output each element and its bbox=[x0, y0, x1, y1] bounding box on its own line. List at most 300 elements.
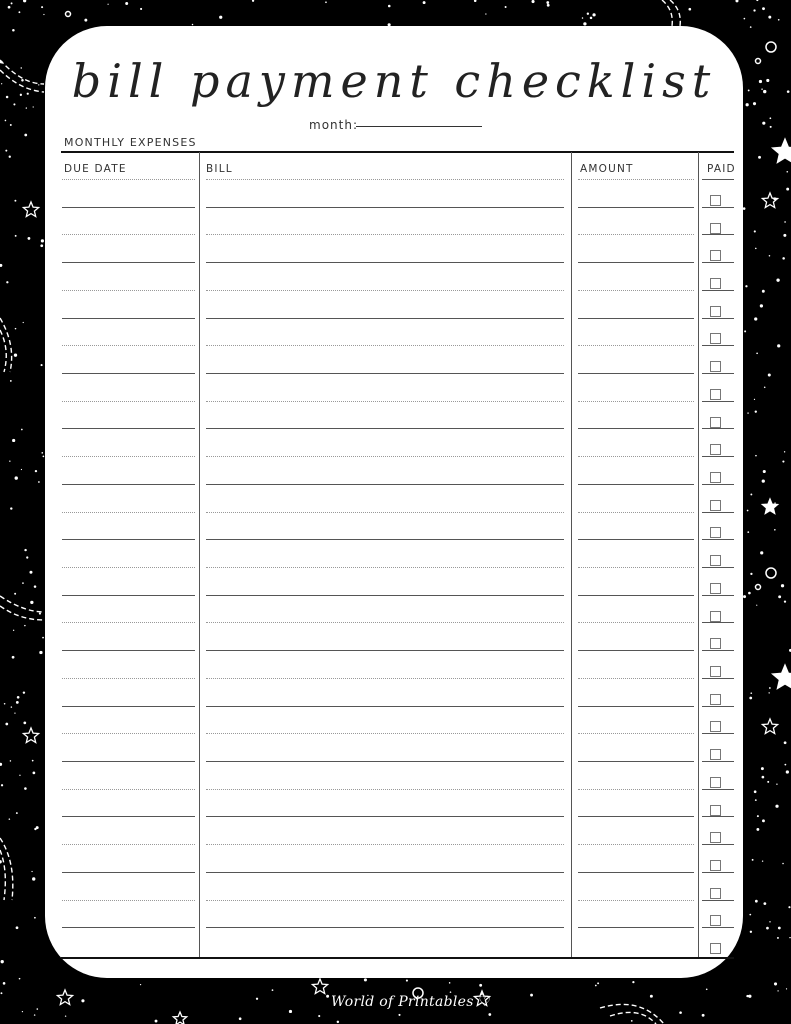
row-line bbox=[206, 595, 564, 596]
row-line bbox=[62, 622, 195, 623]
star-dot bbox=[29, 571, 32, 574]
row-line bbox=[578, 484, 694, 485]
comet-trail bbox=[0, 596, 44, 612]
star-dot bbox=[768, 692, 769, 693]
row-line bbox=[62, 789, 195, 790]
star-dot bbox=[755, 900, 758, 903]
row-line bbox=[62, 595, 195, 596]
comet-trail bbox=[0, 838, 13, 900]
row-line bbox=[62, 706, 195, 707]
star-dot bbox=[750, 573, 752, 575]
row-line bbox=[62, 179, 195, 180]
column-divider bbox=[571, 152, 572, 958]
star-dot bbox=[748, 89, 750, 91]
ring-icon bbox=[766, 568, 776, 578]
star-dot bbox=[36, 1008, 38, 1010]
row-line bbox=[62, 428, 195, 429]
star-dot bbox=[17, 696, 20, 699]
star-dot bbox=[530, 994, 533, 997]
star-dot bbox=[43, 14, 44, 15]
star-dot bbox=[30, 601, 33, 604]
star-dot bbox=[14, 593, 16, 595]
star-dot bbox=[326, 995, 329, 998]
row-line bbox=[206, 456, 564, 457]
star-dot bbox=[41, 239, 44, 242]
paid-checkbox[interactable] bbox=[710, 472, 721, 483]
star-dot bbox=[140, 984, 141, 985]
row-line bbox=[206, 512, 564, 513]
paid-checkbox[interactable] bbox=[710, 694, 721, 705]
star-dot bbox=[762, 819, 765, 822]
star-dot bbox=[15, 328, 17, 330]
star-dot bbox=[0, 264, 2, 267]
star-dot bbox=[107, 4, 108, 5]
star-icon bbox=[23, 202, 38, 217]
star-dot bbox=[28, 237, 31, 240]
paid-checkbox[interactable] bbox=[710, 638, 721, 649]
row-line bbox=[578, 789, 694, 790]
paid-checkbox[interactable] bbox=[710, 361, 721, 372]
star-dot bbox=[38, 481, 40, 483]
star-dot bbox=[762, 776, 765, 779]
checklist-card bbox=[45, 26, 743, 978]
row-line bbox=[206, 567, 564, 568]
star-dot bbox=[747, 412, 748, 413]
star-dot bbox=[9, 156, 11, 158]
star-dot bbox=[743, 207, 746, 210]
row-line bbox=[578, 179, 694, 180]
column-header-amount: AMOUNT bbox=[580, 163, 634, 175]
star-dot bbox=[337, 1021, 339, 1023]
row-line bbox=[578, 761, 694, 762]
comet-trail bbox=[662, 0, 672, 26]
row-line bbox=[578, 539, 694, 540]
star-dot bbox=[706, 989, 708, 991]
paid-checkbox[interactable] bbox=[710, 611, 721, 622]
ring-icon bbox=[756, 59, 761, 64]
star-dot bbox=[15, 235, 17, 237]
row-line bbox=[578, 456, 694, 457]
star-dot bbox=[744, 18, 746, 20]
star-dot bbox=[783, 234, 786, 237]
footer-brand: World of Printables ♡ bbox=[331, 994, 492, 1010]
star-dot bbox=[582, 17, 584, 19]
star-dot bbox=[754, 317, 757, 320]
star-dot bbox=[784, 600, 786, 602]
star-dot bbox=[125, 2, 128, 5]
star-dot bbox=[756, 0, 758, 1]
star-dot bbox=[24, 134, 27, 137]
row-line bbox=[206, 761, 564, 762]
row-line bbox=[702, 234, 734, 235]
star-dot bbox=[778, 19, 780, 21]
star-dot bbox=[762, 290, 765, 293]
star-dot bbox=[34, 1014, 35, 1015]
star-dot bbox=[24, 549, 26, 551]
star-dot bbox=[9, 818, 11, 820]
star-dot bbox=[745, 285, 747, 287]
star-dot bbox=[782, 863, 784, 865]
star-dot bbox=[398, 1014, 400, 1016]
month-input-line[interactable] bbox=[356, 126, 482, 127]
row-line bbox=[206, 872, 564, 873]
row-line bbox=[206, 539, 564, 540]
star-dot bbox=[754, 790, 757, 793]
star-dot bbox=[762, 479, 765, 482]
row-line bbox=[578, 816, 694, 817]
star-dot bbox=[23, 691, 25, 693]
paid-checkbox[interactable] bbox=[710, 805, 721, 816]
paid-checkbox[interactable] bbox=[710, 389, 721, 400]
row-line bbox=[578, 512, 694, 513]
row-line bbox=[206, 733, 564, 734]
star-dot bbox=[14, 712, 15, 713]
paid-checkbox[interactable] bbox=[710, 583, 721, 594]
row-line bbox=[578, 373, 694, 374]
row-line bbox=[578, 650, 694, 651]
star-dot bbox=[450, 991, 452, 993]
star-dot bbox=[766, 79, 769, 82]
row-line bbox=[702, 622, 734, 623]
star-dot bbox=[786, 988, 787, 989]
paid-checkbox[interactable] bbox=[710, 223, 721, 234]
row-line bbox=[702, 595, 734, 596]
paid-checkbox[interactable] bbox=[710, 444, 721, 455]
star-dot bbox=[10, 124, 12, 126]
star-dot bbox=[764, 387, 766, 389]
star-dot bbox=[423, 1, 426, 4]
row-line bbox=[206, 428, 564, 429]
paid-checkbox[interactable] bbox=[710, 417, 721, 428]
row-line bbox=[62, 234, 195, 235]
row-line bbox=[206, 401, 564, 402]
star-dot bbox=[9, 460, 10, 461]
star-dot bbox=[388, 5, 391, 8]
star-dot bbox=[485, 13, 486, 14]
row-line bbox=[62, 290, 195, 291]
star-dot bbox=[767, 781, 769, 783]
row-line bbox=[578, 622, 694, 623]
star-dot bbox=[155, 1020, 158, 1023]
row-line bbox=[578, 733, 694, 734]
row-line bbox=[206, 844, 564, 845]
row-line bbox=[702, 290, 734, 291]
star-dot bbox=[11, 706, 12, 707]
star-dot bbox=[759, 80, 762, 83]
star-dot bbox=[750, 494, 752, 496]
star-dot bbox=[788, 906, 790, 908]
row-line bbox=[578, 290, 694, 291]
row-line bbox=[62, 567, 195, 568]
star-dot bbox=[6, 96, 9, 99]
star-dot bbox=[12, 656, 15, 659]
star-dot bbox=[754, 230, 756, 232]
row-line bbox=[62, 650, 195, 651]
row-line bbox=[62, 512, 195, 513]
star-dot bbox=[597, 982, 599, 984]
star-dot bbox=[41, 452, 43, 454]
row-line bbox=[702, 872, 734, 873]
star-icon bbox=[312, 979, 327, 994]
star-dot bbox=[474, 0, 477, 2]
row-line bbox=[702, 844, 734, 845]
star-dot bbox=[289, 1010, 292, 1013]
star-dot bbox=[768, 374, 771, 377]
star-dot bbox=[781, 584, 784, 587]
star-dot bbox=[40, 244, 43, 247]
star-dot bbox=[754, 399, 755, 400]
star-dot bbox=[778, 595, 781, 598]
row-line bbox=[206, 484, 564, 485]
comet-trail bbox=[0, 330, 6, 372]
star-dot bbox=[0, 763, 2, 766]
row-line bbox=[578, 872, 694, 873]
column-divider bbox=[698, 152, 699, 958]
star-dot bbox=[749, 697, 752, 700]
row-line bbox=[578, 706, 694, 707]
star-dot bbox=[12, 439, 15, 442]
ring-icon bbox=[766, 42, 776, 52]
star-dot bbox=[763, 902, 766, 905]
paid-checkbox[interactable] bbox=[710, 666, 721, 677]
row-line bbox=[62, 733, 195, 734]
star-dot bbox=[756, 605, 757, 606]
star-dot bbox=[688, 8, 691, 11]
row-line bbox=[702, 789, 734, 790]
row-line bbox=[702, 539, 734, 540]
star-dot bbox=[325, 1, 327, 3]
row-line bbox=[206, 789, 564, 790]
paid-checkbox[interactable] bbox=[710, 888, 721, 899]
star-icon bbox=[57, 990, 72, 1005]
row-line bbox=[578, 207, 694, 208]
star-dot bbox=[5, 723, 8, 726]
star-dot bbox=[6, 281, 8, 283]
row-line bbox=[578, 428, 694, 429]
star-dot bbox=[786, 171, 788, 173]
star-dot bbox=[761, 767, 764, 770]
star-dot bbox=[587, 13, 589, 15]
ring-icon bbox=[66, 12, 71, 17]
star-dot bbox=[13, 103, 15, 105]
star-dot bbox=[595, 985, 597, 987]
row-line bbox=[206, 650, 564, 651]
star-dot bbox=[776, 784, 777, 785]
star-dot bbox=[749, 914, 751, 916]
paid-checkbox[interactable] bbox=[710, 527, 721, 538]
row-line bbox=[62, 539, 195, 540]
star-dot bbox=[769, 687, 771, 689]
star-dot bbox=[778, 927, 781, 930]
star-dot bbox=[31, 871, 32, 872]
star-dot bbox=[769, 117, 771, 119]
row-line bbox=[62, 207, 195, 208]
star-dot bbox=[756, 828, 759, 831]
star-dot bbox=[16, 812, 18, 814]
paid-checkbox[interactable] bbox=[710, 306, 721, 317]
row-line bbox=[702, 900, 734, 901]
star-dot bbox=[784, 764, 786, 766]
paid-checkbox[interactable] bbox=[710, 721, 721, 732]
row-line bbox=[62, 872, 195, 873]
row-line bbox=[62, 484, 195, 485]
row-line bbox=[62, 401, 195, 402]
row-line bbox=[62, 761, 195, 762]
star-dot bbox=[774, 502, 775, 503]
star-dot bbox=[547, 4, 550, 7]
star-dot bbox=[755, 411, 757, 413]
star-icon bbox=[762, 719, 777, 734]
star-dot bbox=[192, 24, 194, 26]
star-dot bbox=[768, 16, 771, 19]
row-line bbox=[62, 927, 195, 928]
table-top-rule bbox=[61, 151, 734, 153]
star-dot bbox=[65, 1015, 66, 1016]
star-dot bbox=[755, 455, 757, 457]
paid-checkbox[interactable] bbox=[710, 555, 721, 566]
star-dot bbox=[5, 120, 7, 122]
star-dot bbox=[784, 741, 787, 744]
star-dot bbox=[43, 455, 45, 457]
star-dot bbox=[10, 760, 12, 762]
star-dot bbox=[13, 630, 14, 631]
star-dot bbox=[406, 980, 408, 982]
row-line bbox=[702, 262, 734, 263]
row-line bbox=[578, 262, 694, 263]
row-line bbox=[206, 179, 564, 180]
row-line bbox=[62, 456, 195, 457]
star-dot bbox=[24, 787, 27, 790]
row-line bbox=[702, 318, 734, 319]
paid-checkbox[interactable] bbox=[710, 860, 721, 871]
row-line bbox=[702, 456, 734, 457]
star-dot bbox=[758, 156, 761, 159]
star-dot bbox=[449, 982, 451, 984]
paid-checkbox[interactable] bbox=[710, 777, 721, 788]
ring-icon bbox=[756, 585, 761, 590]
paid-checkbox[interactable] bbox=[710, 943, 721, 954]
star-dot bbox=[777, 990, 778, 991]
star-dot bbox=[140, 8, 142, 10]
row-line bbox=[702, 512, 734, 513]
star-dot bbox=[364, 978, 367, 981]
row-line bbox=[206, 318, 564, 319]
star-dot bbox=[757, 815, 759, 817]
star-dot bbox=[743, 595, 746, 598]
section-label: MONTHLY EXPENSES bbox=[64, 136, 197, 149]
row-line bbox=[206, 678, 564, 679]
row-line bbox=[62, 345, 195, 346]
star-dot bbox=[256, 998, 258, 1000]
star-dot bbox=[10, 380, 12, 382]
star-dot bbox=[762, 860, 763, 861]
row-line bbox=[578, 345, 694, 346]
star-dot bbox=[12, 29, 15, 32]
row-line bbox=[578, 900, 694, 901]
paid-checkbox[interactable] bbox=[710, 195, 721, 206]
paid-checkbox[interactable] bbox=[710, 278, 721, 289]
star-dot bbox=[8, 6, 11, 9]
row-line bbox=[702, 345, 734, 346]
star-dot bbox=[546, 1, 549, 4]
star-dot bbox=[18, 11, 20, 13]
star-dot bbox=[750, 931, 752, 933]
star-dot bbox=[770, 126, 772, 128]
star-dot bbox=[19, 978, 21, 980]
page-title: bill payment checklist bbox=[71, 54, 717, 108]
star-dot bbox=[23, 0, 26, 2]
star-dot bbox=[39, 613, 41, 615]
row-line bbox=[702, 761, 734, 762]
paid-checkbox[interactable] bbox=[710, 250, 721, 261]
paid-checkbox[interactable] bbox=[710, 749, 721, 760]
star-dot bbox=[769, 255, 771, 257]
row-line bbox=[206, 262, 564, 263]
star-dot bbox=[782, 460, 784, 462]
star-dot bbox=[744, 330, 746, 332]
row-line bbox=[578, 595, 694, 596]
star-dot bbox=[34, 585, 37, 588]
table-bottom-rule bbox=[61, 957, 734, 959]
star-dot bbox=[786, 188, 789, 191]
star-dot bbox=[760, 551, 763, 554]
star-dot bbox=[776, 278, 779, 281]
comet-trail bbox=[610, 1012, 656, 1024]
paid-checkbox[interactable] bbox=[710, 333, 721, 344]
row-line bbox=[206, 234, 564, 235]
star-dot bbox=[782, 257, 785, 260]
star-dot bbox=[760, 304, 763, 307]
star-dot bbox=[38, 84, 39, 85]
row-line bbox=[702, 401, 734, 402]
star-dot bbox=[777, 344, 780, 347]
row-line bbox=[62, 900, 195, 901]
star-dot bbox=[777, 937, 779, 939]
star-dot bbox=[272, 989, 274, 991]
star-dot bbox=[32, 877, 35, 880]
paid-checkbox[interactable] bbox=[710, 500, 721, 511]
star-dot bbox=[21, 67, 22, 68]
star-dot bbox=[19, 775, 20, 776]
star-dot bbox=[23, 721, 26, 724]
star-dot bbox=[762, 122, 765, 125]
star-dot bbox=[756, 352, 758, 354]
star-dot bbox=[786, 770, 789, 773]
paid-checkbox[interactable] bbox=[710, 832, 721, 843]
star-dot bbox=[784, 221, 786, 223]
paid-checkbox[interactable] bbox=[710, 915, 721, 926]
star-dot bbox=[252, 0, 254, 2]
star-dot bbox=[10, 507, 12, 509]
star-dot bbox=[11, 2, 13, 4]
star-dot bbox=[26, 107, 27, 108]
row-line bbox=[62, 318, 195, 319]
row-line bbox=[702, 484, 734, 485]
row-line bbox=[206, 373, 564, 374]
star-dot bbox=[3, 982, 6, 985]
row-line bbox=[206, 706, 564, 707]
row-line bbox=[62, 262, 195, 263]
star-dot bbox=[0, 860, 2, 863]
star-dot bbox=[16, 701, 19, 704]
star-dot bbox=[21, 469, 22, 470]
month-label: month: bbox=[309, 118, 358, 132]
star-dot bbox=[4, 703, 6, 705]
row-line bbox=[578, 318, 694, 319]
star-dot bbox=[14, 200, 16, 202]
star-dot bbox=[21, 79, 24, 82]
star-dot bbox=[20, 94, 22, 96]
